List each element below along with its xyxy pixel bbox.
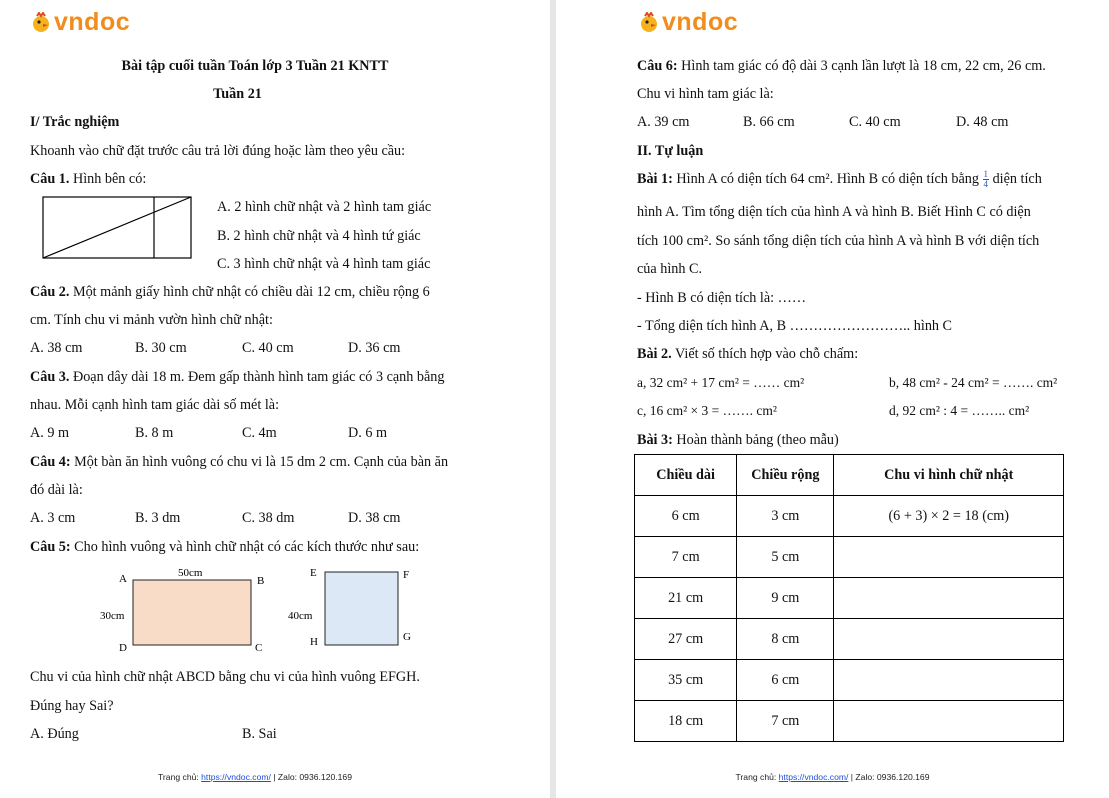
exercise-text: Hoàn thành bảng (theo mẫu) [672, 432, 839, 448]
cell-perimeter-blank[interactable] [834, 578, 1064, 619]
footer-contact: | Zalo: 0936.120.169 [848, 772, 930, 782]
question-label: Câu 6: [637, 58, 678, 74]
cell-length: 6 cm [635, 496, 737, 537]
q1-option-a[interactable]: A. 2 hình chữ nhật và 2 hình tam giác [217, 199, 432, 215]
exercise-text: Viết số thích hợp vào chỗ chấm: [671, 346, 859, 362]
q3-option-a[interactable]: A. 9 m [30, 425, 70, 441]
question-text: Cho hình vuông và hình chữ nhật có các kích thước như sau: [70, 539, 420, 555]
exercise-1-line4: của hình C. [637, 261, 703, 277]
cell-length: 21 cm [635, 578, 737, 619]
question-3-line2: nhau. Mỗi cạnh hình tam giác dài số mét là: [30, 397, 280, 413]
q5-option-b[interactable]: B. Sai [242, 726, 277, 742]
page-title: Bài tập cuối tuần Toán lớp 3 Tuần 21 KNTT [121, 58, 389, 74]
rectangle-figure [42, 196, 194, 260]
logo-text: vndoc [662, 8, 739, 36]
chick-mascot-icon [30, 12, 52, 34]
question-text: Một bàn ăn hình vuông có chu vi là 15 dm 2 cm. Cạnh của bàn ăn [70, 454, 449, 470]
vndoc-logo [30, 8, 130, 37]
q6-option-c[interactable]: C. 40 cm [849, 114, 901, 130]
exercise-1-line3: tích 100 cm². So sánh tổng diện tích của hình A và hình B với diện tích [637, 233, 1040, 249]
cell-width: 9 cm [737, 578, 834, 619]
question-label: Câu 3. [30, 369, 70, 385]
logo-text: vndoc [54, 8, 131, 36]
label-square-side: 40cm [288, 610, 313, 622]
cell-width: 6 cm [737, 660, 834, 701]
cell-length: 7 cm [635, 537, 737, 578]
exercise-2 [637, 345, 858, 363]
cell-width: 5 cm [737, 537, 834, 578]
question-text: Hình tam giác có độ dài 3 cạnh lần lượt là 18 cm, 22 cm, 26 cm. [677, 58, 1046, 74]
header-length: Chiều dài [635, 455, 737, 496]
exercise-1-line2: hình A. Tìm tổng diện tích của hình A và hình B. Biết Hình C có diện [637, 204, 1031, 220]
table-row [635, 496, 1064, 537]
cell-perimeter-blank[interactable] [834, 619, 1064, 660]
exercise-2-d[interactable]: d, 92 cm² : 4 = …….. cm² [889, 403, 1030, 418]
question-text: Hình bên có: [69, 171, 147, 187]
exercise-1 [637, 170, 1042, 189]
page-1 [0, 0, 550, 798]
q6-option-d[interactable]: D. 48 cm [956, 114, 1009, 130]
page-2 [556, 0, 1109, 798]
q4-option-b[interactable]: B. 3 dm [135, 510, 181, 526]
label-c: C [255, 642, 263, 654]
question-6-line2: Chu vi hình tam giác là: [637, 86, 774, 102]
footer-link[interactable]: https://vndoc.com/ [201, 772, 271, 782]
q2-option-c[interactable]: C. 40 cm [242, 340, 294, 356]
table-row [635, 660, 1064, 701]
exercise-2-c[interactable]: c, 16 cm² × 3 = ……. cm² [637, 403, 777, 418]
header-width: Chiều rộng [737, 455, 834, 496]
question-2 [30, 283, 430, 301]
exercise-label: Bài 1: [637, 171, 673, 187]
footer [556, 772, 1109, 782]
question-3 [30, 368, 445, 386]
label-g: G [403, 631, 411, 643]
question-text: Đoạn dây dài 18 m. Đem gấp thành hình tam giác có 3 cạnh bằng [69, 369, 445, 385]
q4-option-d[interactable]: D. 38 cm [348, 510, 401, 526]
q4-option-c[interactable]: C. 38 dm [242, 510, 295, 526]
cell-perimeter: (6 + 3) × 2 = 18 (cm) [834, 496, 1064, 537]
q6-option-b[interactable]: B. 66 cm [743, 114, 795, 130]
fraction-denominator: 4 [983, 179, 989, 190]
label-a: A [119, 573, 127, 585]
exercise-label: Bài 3: [637, 432, 673, 448]
footer-contact: | Zalo: 0936.120.169 [270, 772, 352, 782]
question-5-prompt: Đúng hay Sai? [30, 698, 114, 714]
q1-option-c[interactable]: C. 3 hình chữ nhật và 4 hình tam giác [217, 256, 431, 272]
cell-length: 35 cm [635, 660, 737, 701]
footer-label: Trang chủ: [158, 772, 202, 782]
question-label: Câu 2. [30, 284, 70, 300]
vndoc-logo [638, 8, 738, 37]
question-4 [30, 453, 448, 471]
cell-perimeter-blank[interactable] [834, 537, 1064, 578]
q1-option-b[interactable]: B. 2 hình chữ nhật và 4 hình tứ giác [217, 228, 421, 244]
question-5-statement: Chu vi của hình chữ nhật ABCD bằng chu vi của hình vuông EFGH. [30, 669, 420, 685]
cell-length: 27 cm [635, 619, 737, 660]
q4-option-a[interactable]: A. 3 cm [30, 510, 76, 526]
exercise-1-answer-compare[interactable]: - Tổng diện tích hình A, B …………………….. hình C [637, 318, 953, 334]
fraction-numerator: 1 [983, 169, 989, 180]
exercise-text-end: diện tích [989, 171, 1042, 187]
label-e: E [310, 567, 317, 579]
perimeter-table [634, 454, 1064, 742]
q3-option-b[interactable]: B. 8 m [135, 425, 174, 441]
cell-width: 3 cm [737, 496, 834, 537]
question-5 [30, 538, 419, 556]
exercise-text: Hình A có diện tích 64 cm². Hình B có diện tích bằng [672, 171, 983, 187]
question-label: Câu 4: [30, 454, 71, 470]
question-4-line2: đó dài là: [30, 482, 83, 498]
table-header-row [635, 455, 1064, 496]
question-2-line2: cm. Tính chu vi mảnh vườn hình chữ nhật: [30, 312, 273, 328]
label-rect-width: 50cm [178, 567, 203, 579]
label-d: D [119, 642, 127, 654]
table-row [635, 701, 1064, 742]
cell-width: 8 cm [737, 619, 834, 660]
exercise-label: Bài 2. [637, 346, 672, 362]
question-text: Một mảnh giấy hình chữ nhật có chiều dài 12 cm, chiều rộng 6 [69, 284, 430, 300]
question-label: Câu 1. [30, 171, 70, 187]
q2-option-d[interactable]: D. 36 cm [348, 340, 401, 356]
label-h: H [310, 636, 318, 648]
label-f: F [403, 569, 410, 581]
q2-option-b[interactable]: B. 30 cm [135, 340, 187, 356]
q3-option-d[interactable]: D. 6 m [348, 425, 388, 441]
section-essay: II. Tự luận [637, 143, 704, 159]
q6-option-a[interactable]: A. 39 cm [637, 114, 690, 130]
table-row [635, 578, 1064, 619]
footer-link[interactable]: https://vndoc.com/ [778, 772, 849, 782]
exercise-2-a[interactable]: a, 32 cm² + 17 cm² = …… cm² [637, 375, 805, 390]
cell-perimeter-blank[interactable] [834, 660, 1064, 701]
footer-label: Trang chủ: [735, 772, 779, 782]
instruction-text: Khoanh vào chữ đặt trước câu trả lời đúng hoặc làm theo yêu cầu: [30, 143, 406, 159]
header-perimeter: Chu vi hình chữ nhật [834, 455, 1064, 496]
question-6 [637, 57, 1046, 75]
q3-option-c[interactable]: C. 4m [242, 425, 277, 441]
square-efgh [325, 572, 398, 645]
question-1 [30, 170, 146, 188]
cell-length: 18 cm [635, 701, 737, 742]
table-row [635, 537, 1064, 578]
question-label: Câu 5: [30, 539, 71, 555]
chick-mascot-icon [638, 12, 660, 34]
rectangle-abcd [133, 580, 251, 645]
q5-figures [90, 562, 430, 658]
exercise-3 [637, 431, 839, 449]
label-b: B [257, 575, 265, 587]
exercise-1-answer-b[interactable]: - Hình B có diện tích là: …… [637, 290, 807, 306]
table-row [635, 619, 1064, 660]
q5-option-a[interactable]: A. Đúng [30, 726, 79, 742]
label-rect-height: 30cm [100, 610, 125, 622]
q2-option-a[interactable]: A. 38 cm [30, 340, 83, 356]
footer [0, 772, 510, 782]
cell-perimeter-blank[interactable] [834, 701, 1064, 742]
page-subtitle: Tuần 21 [213, 86, 262, 102]
section-multiple-choice: I/ Trắc nghiệm [30, 114, 120, 130]
cell-width: 7 cm [737, 701, 834, 742]
exercise-2-b[interactable]: b, 48 cm² - 24 cm² = ……. cm² [889, 375, 1058, 390]
